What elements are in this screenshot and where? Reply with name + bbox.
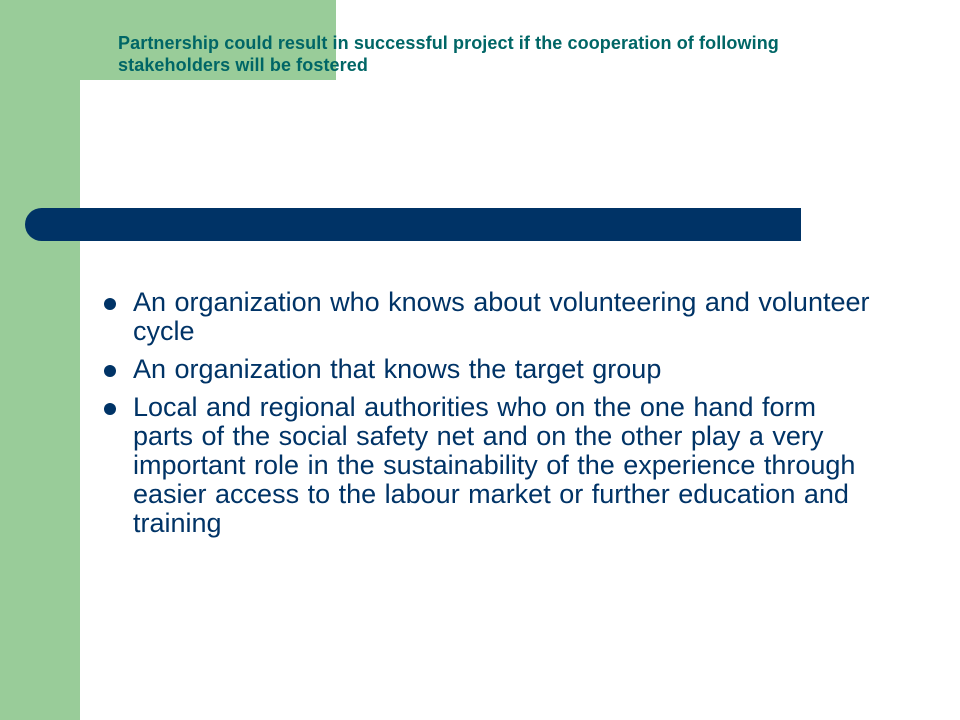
bullet-item-target-group-org — [104, 355, 884, 384]
bullet-dot-icon — [104, 403, 116, 415]
bullet-item-authorities — [104, 393, 884, 538]
bullet-list — [104, 288, 884, 547]
left-green-band — [0, 0, 80, 720]
bullet-text: An organization who knows about volunteering and volunteer cycle — [133, 287, 870, 346]
slide-title: Partnership could result in successful project if the cooperation of following stakeholders will be fostered — [118, 33, 779, 75]
bullet-text: Local and regional authorities who on the one hand form parts of the social safety net and on the other play a very important role in the sustainability of the experience through easier access to the labour market or further education and training — [133, 392, 856, 538]
bullet-dot-icon — [104, 298, 116, 310]
title-divider-bar — [25, 208, 801, 241]
bullet-text: An organization that knows the target group — [133, 354, 662, 384]
bullet-dot-icon — [104, 365, 116, 377]
bullet-item-volunteering-org — [104, 288, 884, 346]
